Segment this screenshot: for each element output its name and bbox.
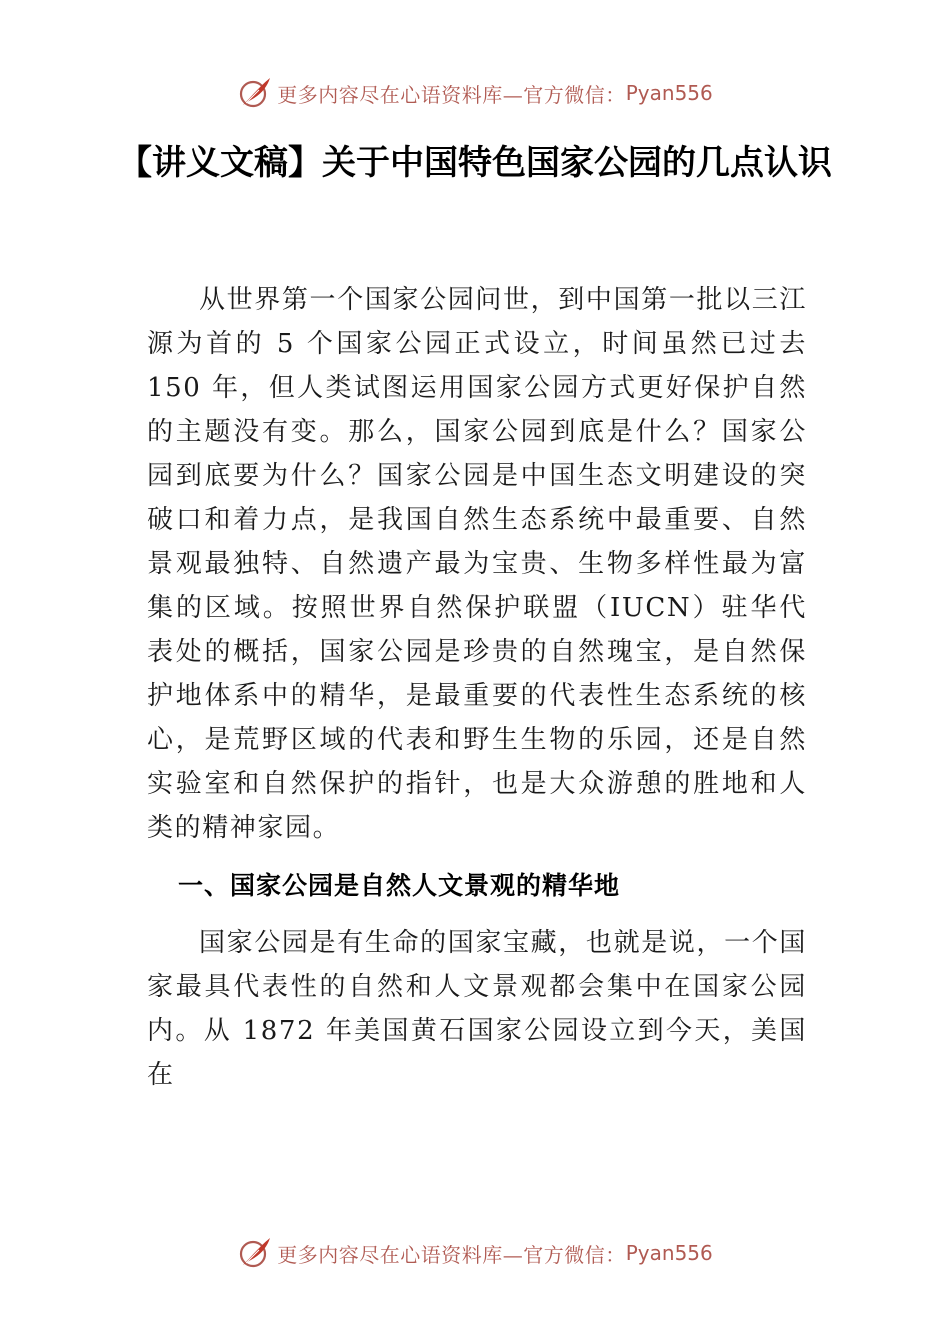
quill-logo-icon bbox=[237, 75, 273, 111]
wechat-handle: Pyan556 bbox=[625, 1241, 713, 1265]
footer-banner bbox=[0, 1233, 950, 1273]
wechat-handle: Pyan556 bbox=[625, 81, 713, 105]
quill-logo-icon bbox=[237, 1235, 273, 1271]
document-title: 【讲义文稿】关于中国特色国家公园的几点认识 bbox=[118, 143, 832, 183]
banner-text: 更多内容尽在心语资料库—官方微信： bbox=[277, 1242, 626, 1267]
header-banner bbox=[0, 73, 950, 113]
banner-text: 更多内容尽在心语资料库—官方微信： bbox=[277, 82, 626, 107]
body-paragraph: 从世界第一个国家公园问世，到中国第一批以三江源为首的 5 个国家公园正式设立，时间虽然已过去 150 年，但人类试图运用国家公园方式更好保护自然的主题没有变。那么，国家公园到底是什么？国家公园到底要为什么？国家公园是中国生态文明建设的突破口和着力点，是我国自然生态系统中最重要、自然景观最独特、自然遗产最为宝贵、生物多样性最为富集的区域。按照世界自然保护联盟（IUCN）驻华代表处的概括，国家公园是珍贵的自然瑰宝，是自然保护地体系中的精华，是最重要的代表性生态系统的核心，是荒野区域的代表和野生生物的乐园，还是自然实验室和自然保护的指针，也是大众游憩的胜地和人类的精神家园。 bbox=[147, 285, 807, 843]
body-paragraph: 国家公园是有生命的国家宝藏，也就是说，一个国家最具代表性的自然和人文景观都会集中在国家公园内。从 1872 年美国黄石国家公园设立到今天，美国在 bbox=[147, 928, 807, 1090]
section-heading: 一、国家公园是自然人文景观的精华地 bbox=[178, 871, 621, 900]
